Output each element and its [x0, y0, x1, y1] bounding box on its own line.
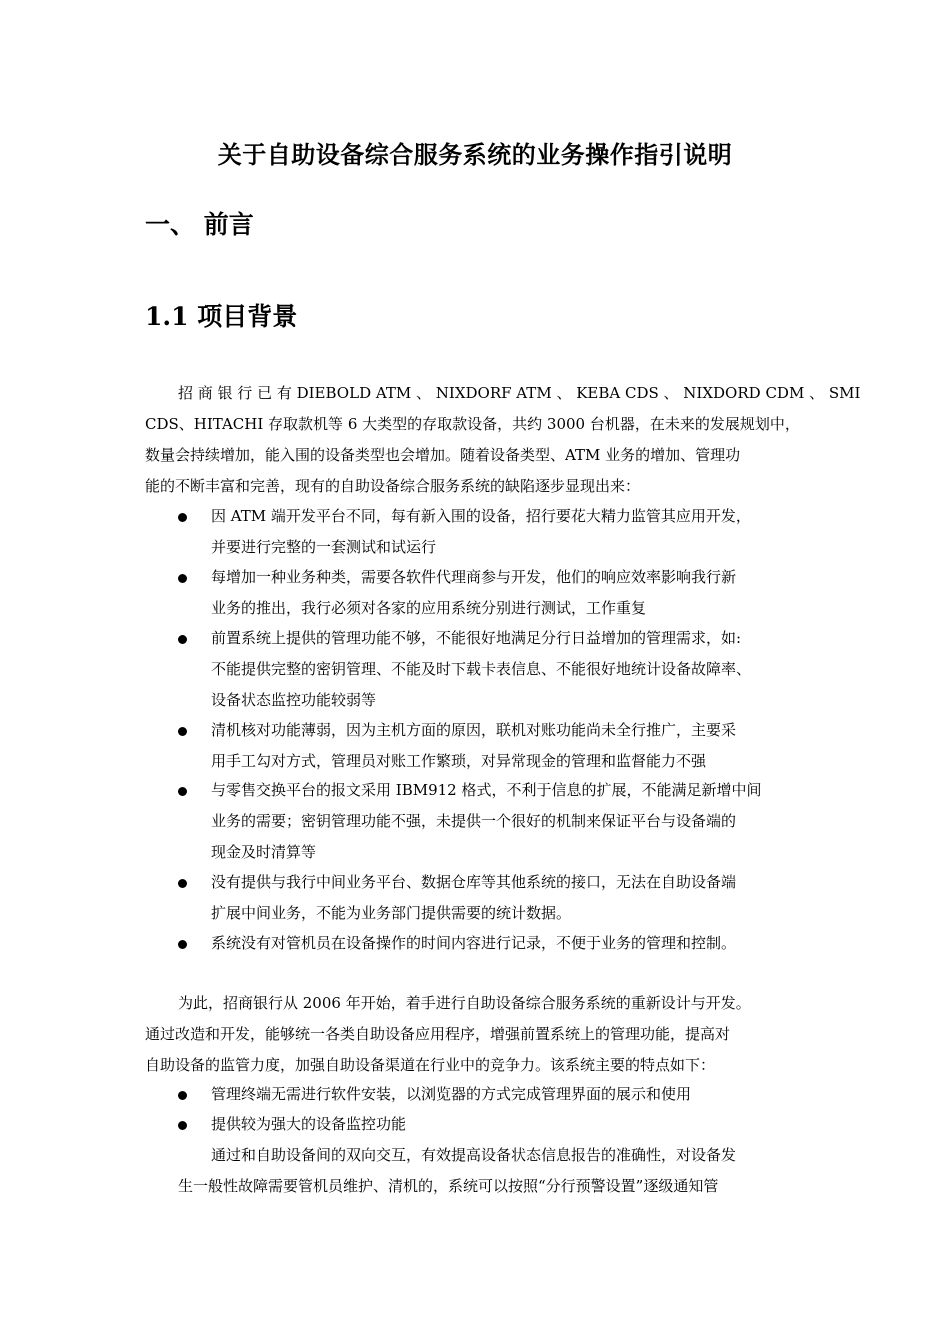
paragraph-line: 为此，招商银行从 2006 年开始，着手进行自助设备综合服务系统的重新设计与开发。	[178, 994, 751, 1012]
intro-line: CDS、HITACHI 存取款机等 6 大类型的存取款设备，共约 3000 台机器，在未来的发展规划中，	[145, 415, 800, 433]
bullet-icon	[178, 574, 187, 583]
list-item-line: 用手工勾对方式，管理员对账工作繁琐，对异常现金的管理和监督能力不强	[211, 752, 707, 770]
list-item-line: 管理终端无需进行软件安装，以浏览器的方式完成管理界面的展示和使用	[211, 1085, 692, 1103]
list-item-line: 没有提供与我行中间业务平台、数据仓库等其他系统的接口，无法在自助设备端	[211, 873, 737, 891]
bullet-icon	[178, 879, 187, 888]
list-item-line: 并要进行完整的一套测试和试运行	[211, 538, 437, 556]
list-item-line: 前置系统上提供的管理功能不够，不能很好地满足分行日益增加的管理需求，如:	[211, 629, 742, 647]
paragraph-line: 通过改造和开发，能够统一各类自助设备应用程序，增强前置系统上的管理功能，提高对	[145, 1025, 731, 1043]
list-item-line: 业务的需要；密钥管理功能不强，未提供一个很好的机制来保证平台与设备端的	[211, 812, 737, 830]
list-item-line: 系统没有对管机员在设备操作的时间内容进行记录，不便于业务的管理和控制。	[211, 934, 737, 952]
bullet-icon	[178, 513, 187, 522]
bullet-icon	[178, 1091, 187, 1100]
intro-line: 招 商 银 行 已 有 DIEBOLD ATM 、 NIXDORF ATM 、 KEBA CDS 、 NIXDORD CDM 、 SMI	[178, 384, 861, 402]
section-heading-preface: 一、 前言	[145, 210, 254, 239]
bullet-icon	[178, 1121, 187, 1130]
list-item-line: 扩展中间业务，不能为业务部门提供需要的统计数据。	[211, 904, 572, 922]
bullet-icon	[178, 727, 187, 736]
list-item-line: 不能提供完整的密钥管理、不能及时下载卡表信息、不能很好地统计设备故障率、	[211, 660, 752, 678]
list-item-line: 因 ATM 端开发平台不同，每有新入围的设备，招行要花大精力监管其应用开发，	[211, 507, 751, 525]
list-item-line: 提供较为强大的设备监控功能	[211, 1115, 407, 1133]
paragraph-line: 通过和自助设备间的双向交互，有效提高设备状态信息报告的准确性，对设备发	[211, 1146, 737, 1164]
body-paragraph	[145, 988, 810, 1081]
intro-line: 能的不断丰富和完善，现有的自助设备综合服务系统的缺陷逐步显现出来：	[145, 477, 641, 495]
list-item-line: 每增加一种业务种类，需要各软件代理商参与开发，他们的响应效率影响我行新	[211, 568, 737, 586]
list-item-line: 现金及时清算等	[211, 843, 317, 861]
subsection-heading-background: 1.1 项目背景	[145, 302, 298, 331]
list-item-line: 与零售交换平台的报文采用 IBM912 格式，不利于信息的扩展，不能满足新增中间	[211, 781, 762, 799]
list-item-line: 设备状态监控功能较弱等	[211, 691, 377, 709]
body-paragraph	[145, 1140, 810, 1202]
intro-paragraph	[145, 378, 861, 502]
bullet-icon	[178, 940, 187, 949]
document-title: 关于自助设备综合服务系统的业务操作指引说明	[217, 140, 733, 169]
list-item-line: 业务的推出，我行必须对各家的应用系统分别进行测试，工作重复	[211, 599, 647, 617]
bullet-icon	[178, 787, 187, 796]
paragraph-line: 自助设备的监管力度，加强自助设备渠道在行业中的竞争力。该系统主要的特点如下：	[145, 1056, 716, 1074]
list-item-line: 清机核对功能薄弱，因为主机方面的原因，联机对账功能尚未全行推广，主要采	[211, 721, 737, 739]
paragraph-line: 生一般性故障需要管机员维护、清机的，系统可以按照“分行预警设置”逐级通知管	[178, 1177, 719, 1195]
intro-line: 数量会持续增加，能入围的设备类型也会增加。随着设备类型、ATM 业务的增加、管理功	[145, 446, 741, 464]
bullet-icon	[178, 635, 187, 644]
